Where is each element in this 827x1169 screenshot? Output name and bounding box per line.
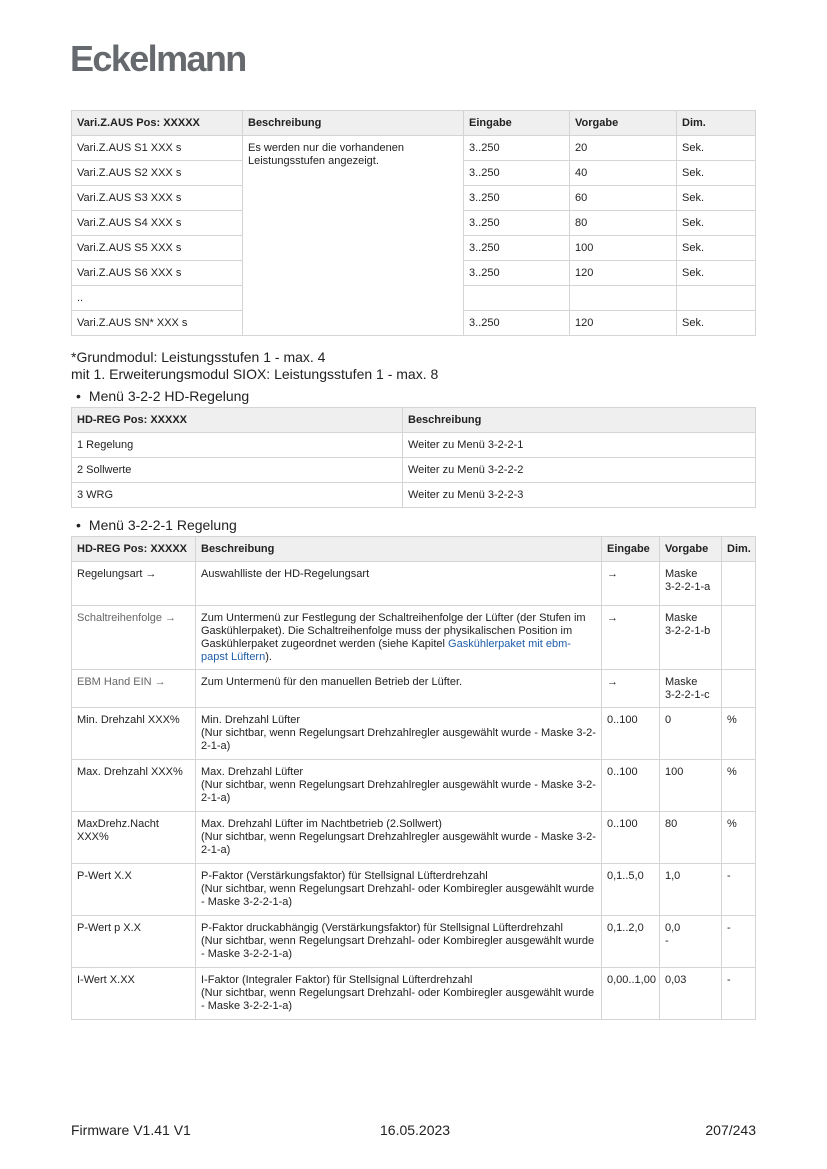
table-row bbox=[72, 670, 756, 708]
menu-target: Weiter zu Menü 3-2-2-1 bbox=[403, 433, 756, 458]
footer-firmware: Firmware V1.41 V1 bbox=[71, 1122, 191, 1138]
table-row bbox=[72, 483, 756, 508]
default-value: 100 bbox=[570, 236, 677, 261]
section-heading-text: Menü 3-2-2 HD-Regelung bbox=[88, 388, 250, 404]
input-range: 0,1..5,0 bbox=[602, 864, 660, 916]
input-range: 3..250 bbox=[464, 261, 570, 286]
dimension: Sek. bbox=[677, 311, 756, 336]
input-range: 3..250 bbox=[464, 186, 570, 211]
section-heading-text: Menü 3-2-2-1 Regelung bbox=[88, 517, 237, 533]
input-range: 0..100 bbox=[602, 708, 660, 760]
vari-z-aus-table bbox=[71, 110, 756, 336]
default-value: 1,0 bbox=[660, 864, 722, 916]
description-note: (Nur sichtbar, wenn Regelungsart Drehzahlregler ausgewählt wurde - Maske 3-2-2-1-a) bbox=[201, 727, 596, 752]
default-value: 80 bbox=[570, 211, 677, 236]
input-range: → bbox=[602, 670, 660, 708]
default-value: 120 bbox=[570, 261, 677, 286]
dimension: - bbox=[722, 968, 756, 1020]
header-cell: Eingabe bbox=[602, 537, 660, 562]
description-cell bbox=[196, 562, 602, 606]
footnote-grundmodul: *Grundmodul: Leistungsstufen 1 - max. 4 bbox=[71, 349, 326, 365]
param-name: Schaltreihenfolge → bbox=[72, 606, 196, 670]
description-text: Auswahlliste der HD-Regelungsart bbox=[201, 568, 370, 580]
default-line: 3-2-2-1-a bbox=[665, 581, 711, 593]
description-text: Max. Drehzahl Lüfter bbox=[201, 766, 304, 778]
description-text: Zum Untermenü zur Festlegung der Schaltreihenfolge der Lüfter (der Stufen im Gaskühlerpaket). Die Schaltreihenfolge muss der physikalischen Position im Gaskühlerpaket zugeordnet werden (siehe Kapitel bbox=[201, 612, 586, 650]
menu-entry: 3 WRG bbox=[72, 483, 403, 508]
default-value bbox=[660, 670, 722, 708]
description-note: (Nur sichtbar, wenn Regelungsart Drehzahlregler ausgewählt wurde - Maske 3-2-2-1-a) bbox=[201, 831, 596, 856]
description-note: (Nur sichtbar, wenn Regelungsart Drehzahl- oder Kombiregler ausgewählt wurde - Maske 3-2-2-1-a) bbox=[201, 883, 595, 908]
default-value bbox=[660, 606, 722, 670]
param-name: Vari.Z.AUS S1 XXX s bbox=[72, 136, 243, 161]
description-note: (Nur sichtbar, wenn Regelungsart Drehzahl- oder Kombiregler ausgewählt wurde - Maske 3-2-2-1-a) bbox=[201, 987, 595, 1012]
table-row bbox=[72, 606, 756, 670]
header-cell: Dim. bbox=[677, 111, 756, 136]
default-value bbox=[660, 562, 722, 606]
default-value bbox=[570, 286, 677, 311]
input-range: 3..250 bbox=[464, 211, 570, 236]
dimension bbox=[722, 562, 756, 606]
table-row bbox=[72, 812, 756, 864]
dimension: % bbox=[722, 760, 756, 812]
input-range: 3..250 bbox=[464, 311, 570, 336]
input-range: → bbox=[602, 606, 660, 670]
menu-target: Weiter zu Menü 3-2-2-2 bbox=[403, 458, 756, 483]
menu-entry: 1 Regelung bbox=[72, 433, 403, 458]
description-cell bbox=[196, 606, 602, 670]
default-value: 20 bbox=[570, 136, 677, 161]
param-name: EBM Hand EIN → bbox=[72, 670, 196, 708]
default-line: - bbox=[665, 935, 669, 947]
description-cell bbox=[196, 864, 602, 916]
description-text: Zum Untermenü für den manuellen Betrieb der Lüfter. bbox=[201, 676, 463, 688]
table-row bbox=[72, 562, 756, 606]
header-cell: Vorgabe bbox=[570, 111, 677, 136]
table-row bbox=[72, 968, 756, 1020]
header-cell: HD-REG Pos: XXXXX bbox=[72, 537, 196, 562]
description-cell bbox=[196, 812, 602, 864]
default-line: 3-2-2-1-b bbox=[665, 625, 711, 637]
dimension bbox=[722, 670, 756, 708]
default-value: 100 bbox=[660, 760, 722, 812]
input-range: 3..250 bbox=[464, 236, 570, 261]
table-row bbox=[72, 708, 756, 760]
dimension: % bbox=[722, 708, 756, 760]
dimension bbox=[722, 606, 756, 670]
param-name: Regelungsart → bbox=[72, 562, 196, 606]
table-row bbox=[72, 760, 756, 812]
param-name: Vari.Z.AUS S2 XXX s bbox=[72, 161, 243, 186]
input-range: 0..100 bbox=[602, 812, 660, 864]
description-text: ). bbox=[265, 651, 272, 663]
description-text: Max. Drehzahl Lüfter im Nachtbetrieb (2.Sollwert) bbox=[201, 818, 442, 830]
input-range bbox=[464, 286, 570, 311]
header-cell: Beschreibung bbox=[403, 408, 756, 433]
input-range: 0..100 bbox=[602, 760, 660, 812]
header-cell: Beschreibung bbox=[196, 537, 602, 562]
default-value: 0 bbox=[660, 708, 722, 760]
bullet-icon: • bbox=[76, 517, 81, 533]
default-value: 0,03 bbox=[660, 968, 722, 1020]
description-cell bbox=[196, 968, 602, 1020]
description-text: P-Faktor druckabhängig (Verstärkungsfaktor) für Stellsignal Lüfterdrehzahl bbox=[201, 922, 563, 934]
table-header-row bbox=[72, 537, 756, 562]
param-name: P-Wert X.X bbox=[72, 864, 196, 916]
param-name: .. bbox=[72, 286, 243, 311]
dimension: Sek. bbox=[677, 261, 756, 286]
default-value: 80 bbox=[660, 812, 722, 864]
description-note: (Nur sichtbar, wenn Regelungsart Drehzahl- oder Kombiregler ausgewählt wurde - Maske 3-2-2-1-a) bbox=[201, 935, 595, 960]
eckelmann-logo: Eckelmann bbox=[70, 38, 246, 79]
default-value bbox=[660, 916, 722, 968]
description-note: (Nur sichtbar, wenn Regelungsart Drehzahlregler ausgewählt wurde - Maske 3-2-2-1-a) bbox=[201, 779, 596, 804]
description-text: I-Faktor (Integraler Faktor) für Stellsignal Lüfterdrehzahl bbox=[201, 974, 473, 986]
default-line: Maske bbox=[665, 676, 698, 688]
hd-reg-menu-table bbox=[71, 407, 756, 508]
default-value: 40 bbox=[570, 161, 677, 186]
param-name: Min. Drehzahl XXX% bbox=[72, 708, 196, 760]
param-name: Vari.Z.AUS S5 XXX s bbox=[72, 236, 243, 261]
dimension: Sek. bbox=[677, 186, 756, 211]
footer-page-number: 207/243 bbox=[705, 1122, 756, 1138]
table-row bbox=[72, 458, 756, 483]
bullet-icon: • bbox=[76, 388, 81, 404]
table-header-row bbox=[72, 408, 756, 433]
dimension: - bbox=[722, 916, 756, 968]
param-name: MaxDrehz.Nacht XXX% bbox=[72, 812, 196, 864]
param-name: I-Wert X.XX bbox=[72, 968, 196, 1020]
param-name: Vari.Z.AUS S4 XXX s bbox=[72, 211, 243, 236]
header-cell: Vorgabe bbox=[660, 537, 722, 562]
description-cell bbox=[196, 916, 602, 968]
param-name: Vari.Z.AUS S6 XXX s bbox=[72, 261, 243, 286]
table-row bbox=[72, 916, 756, 968]
default-line: Maske bbox=[665, 612, 698, 624]
description-cell bbox=[196, 670, 602, 708]
table-header-row bbox=[72, 111, 756, 136]
header-cell: HD-REG Pos: XXXXX bbox=[72, 408, 403, 433]
description-cell: Es werden nur die vorhandenen Leistungsstufen angezeigt. bbox=[243, 136, 464, 336]
header-cell: Vari.Z.AUS Pos: XXXXX bbox=[72, 111, 243, 136]
dimension bbox=[677, 286, 756, 311]
header-cell: Dim. bbox=[722, 537, 756, 562]
param-name: Vari.Z.AUS S3 XXX s bbox=[72, 186, 243, 211]
regelung-parameter-table bbox=[71, 536, 756, 1020]
description-cell bbox=[196, 708, 602, 760]
dimension: Sek. bbox=[677, 136, 756, 161]
menu-entry: 2 Sollwerte bbox=[72, 458, 403, 483]
param-name: Max. Drehzahl XXX% bbox=[72, 760, 196, 812]
param-name: Vari.Z.AUS SN* XXX s bbox=[72, 311, 243, 336]
footer-date: 16.05.2023 bbox=[380, 1122, 451, 1138]
default-value: 60 bbox=[570, 186, 677, 211]
section-heading-regelung bbox=[76, 517, 237, 533]
header-cell: Beschreibung bbox=[243, 111, 464, 136]
section-heading-hd-regelung bbox=[76, 388, 249, 404]
input-range: → bbox=[602, 562, 660, 606]
menu-target: Weiter zu Menü 3-2-2-3 bbox=[403, 483, 756, 508]
input-range: 0,1..2,0 bbox=[602, 916, 660, 968]
default-value: 120 bbox=[570, 311, 677, 336]
dimension: Sek. bbox=[677, 161, 756, 186]
description-text: P-Faktor (Verstärkungsfaktor) für Stellsignal Lüfterdrehzahl bbox=[201, 870, 488, 882]
param-name: P-Wert p X.X bbox=[72, 916, 196, 968]
dimension: Sek. bbox=[677, 211, 756, 236]
default-line: 3-2-2-1-c bbox=[665, 689, 710, 701]
table-row bbox=[72, 433, 756, 458]
input-range: 3..250 bbox=[464, 161, 570, 186]
footnote-erweiterungsmodul: mit 1. Erweiterungsmodul SIOX: Leistungsstufen 1 - max. 8 bbox=[71, 366, 439, 382]
dimension: Sek. bbox=[677, 236, 756, 261]
table-row bbox=[72, 136, 756, 161]
default-line: Maske bbox=[665, 568, 698, 580]
input-range: 0,00..1,00 bbox=[602, 968, 660, 1020]
description-text: Min. Drehzahl Lüfter bbox=[201, 714, 301, 726]
chapter-link[interactable]: Gaskühlerpaket mit ebm-papst Lüftern bbox=[201, 638, 571, 663]
description-cell bbox=[196, 760, 602, 812]
input-range: 3..250 bbox=[464, 136, 570, 161]
table-row bbox=[72, 864, 756, 916]
default-line: 0,0 bbox=[665, 922, 681, 934]
dimension: - bbox=[722, 864, 756, 916]
header-cell: Eingabe bbox=[464, 111, 570, 136]
dimension: % bbox=[722, 812, 756, 864]
